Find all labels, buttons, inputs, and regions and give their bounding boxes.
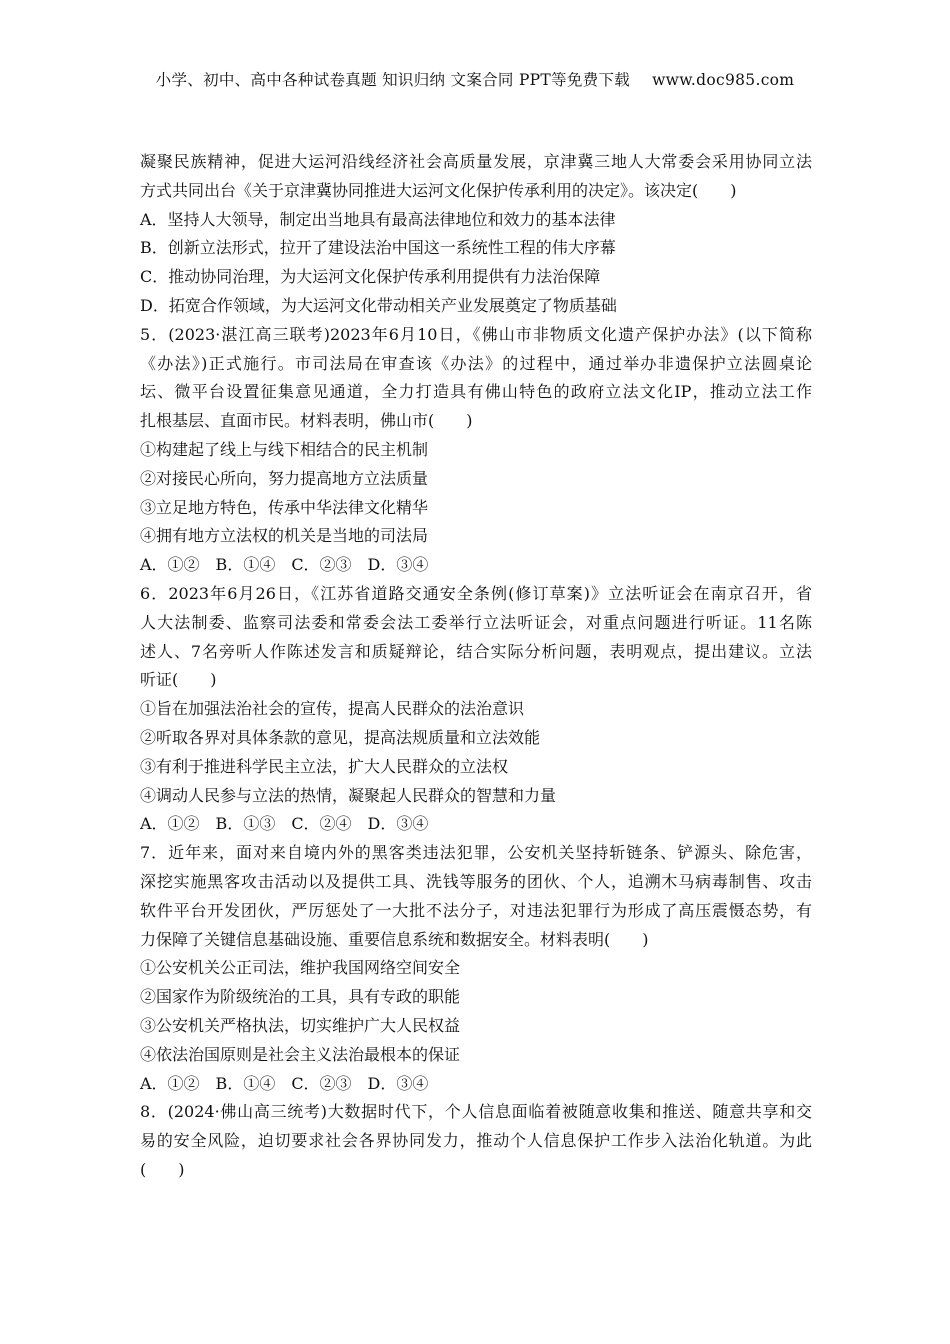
header-text: 小学、初中、高中各种试卷真题 知识归纳 文案合同 PPT等免费下载 (155, 71, 631, 89)
text-line: ③有利于推进科学民主立法，扩大人民群众的立法权 (140, 756, 509, 776)
text-line: 坛、微平台设置征集意见通道，全力打造具有佛山特色的政府立法文化IP，推动立法工作 (140, 382, 812, 402)
text-line: ①旨在加强法治社会的宣传，提高人民群众的法治意识 (140, 699, 525, 719)
text-line: 8．(2024·佛山高三统考)大数据时代下，个人信息面临着被随意收集和推送、随意共享和交 (140, 1102, 812, 1122)
text-line: ②听取各界对具体条款的意见，提高法规质量和立法效能 (140, 727, 541, 747)
text-line: A．①② B．①④ C．②③ D．③④ (140, 555, 429, 575)
text-line: ④依法治国原则是社会主义法治最根本的保证 (140, 1044, 461, 1064)
text-line: 软件平台开发团伙，严厉惩处了一大批不法分子，对违法犯罪行为形成了高压震慑态势，有 (140, 900, 812, 920)
text-line: D．拓宽合作领域，为大运河文化带动相关产业发展奠定了物质基础 (140, 295, 617, 315)
header-site: www.doc985.com (652, 71, 795, 89)
text-line: A．坚持人大领导，制定出当地具有最高法律地位和效力的基本法律 (140, 209, 616, 229)
text-line: ①公安机关公正司法，维护我国网络空间安全 (140, 958, 461, 978)
text-line: 人大法制委、监察司法委和常委会法工委举行立法听证会，对重点问题进行听证。11名陈 (140, 612, 812, 632)
text-line: ①构建起了线上与线下相结合的民主机制 (140, 439, 429, 459)
text-line: ③立足地方特色，传承中华法律文化精华 (140, 497, 429, 517)
text-line: A．①② B．①③ C．②④ D．③④ (140, 814, 429, 834)
page-header (0, 68, 950, 90)
text-line: 深挖实施黑客攻击活动以及提供工具、洗钱等服务的团伙、个人，追溯木马病毒制售、攻击 (140, 871, 812, 891)
text-line: ②对接民心所向，努力提高地方立法质量 (140, 468, 429, 488)
document-body (140, 148, 812, 1185)
text-line: ( ) (140, 1159, 185, 1179)
text-line: 7．近年来，面对来自境内外的黑客类违法犯罪，公安机关坚持斩链条、铲源头、除危害， (140, 843, 812, 863)
text-line: 6．2023年6月26日，《江苏省道路交通安全条例(修订草案)》立法听证会在南京召开，省 (140, 583, 812, 603)
text-line: ②国家作为阶级统治的工具，具有专政的职能 (140, 987, 461, 1007)
text-line: 力保障了关键信息基础设施、重要信息系统和数据安全。材料表明( ) (140, 929, 649, 949)
text-line: 扎根基层、直面市民。材料表明，佛山市( ) (140, 411, 473, 431)
text-line: ④拥有地方立法权的机关是当地的司法局 (140, 526, 429, 546)
text-line: C．推动协同治理，为大运河文化保护传承利用提供有力法治保障 (140, 267, 601, 287)
text-line: 方式共同出台《关于京津冀协同推进大运河文化保护传承利用的决定》。该决定( ) (140, 180, 737, 200)
text-line: ③公安机关严格执法，切实维护广大人民权益 (140, 1015, 461, 1035)
text-line: 易的安全风险，迫切要求社会各界协同发力，推动个人信息保护工作步入法治化轨道。为此 (140, 1131, 812, 1151)
text-line: 《办法》)正式施行。市司法局在审查该《办法》的过程中，通过举办非遗保护立法圆桌论 (140, 353, 812, 373)
text-line: 凝聚民族精神，促进大运河沿线经济社会高质量发展，京津冀三地人大常委会采用协同立法 (140, 152, 812, 171)
text-line: 听证( ) (140, 670, 217, 690)
text-line: A．①② B．①④ C．②③ D．③④ (140, 1073, 429, 1093)
text-line: B．创新立法形式，拉开了建设法治中国这一系统性工程的伟大序幕 (140, 238, 616, 258)
text-line: ④调动人民参与立法的热情，凝聚起人民群众的智慧和力量 (140, 785, 557, 805)
text-line: 5．(2023·湛江高三联考)2023年6月10日，《佛山市非物质文化遗产保护办法》(以下简称 (140, 324, 812, 344)
text-line: 述人、7名旁听人作陈述发言和质疑辩论，结合实际分析问题，表明观点，提出建议。立法 (140, 641, 812, 661)
